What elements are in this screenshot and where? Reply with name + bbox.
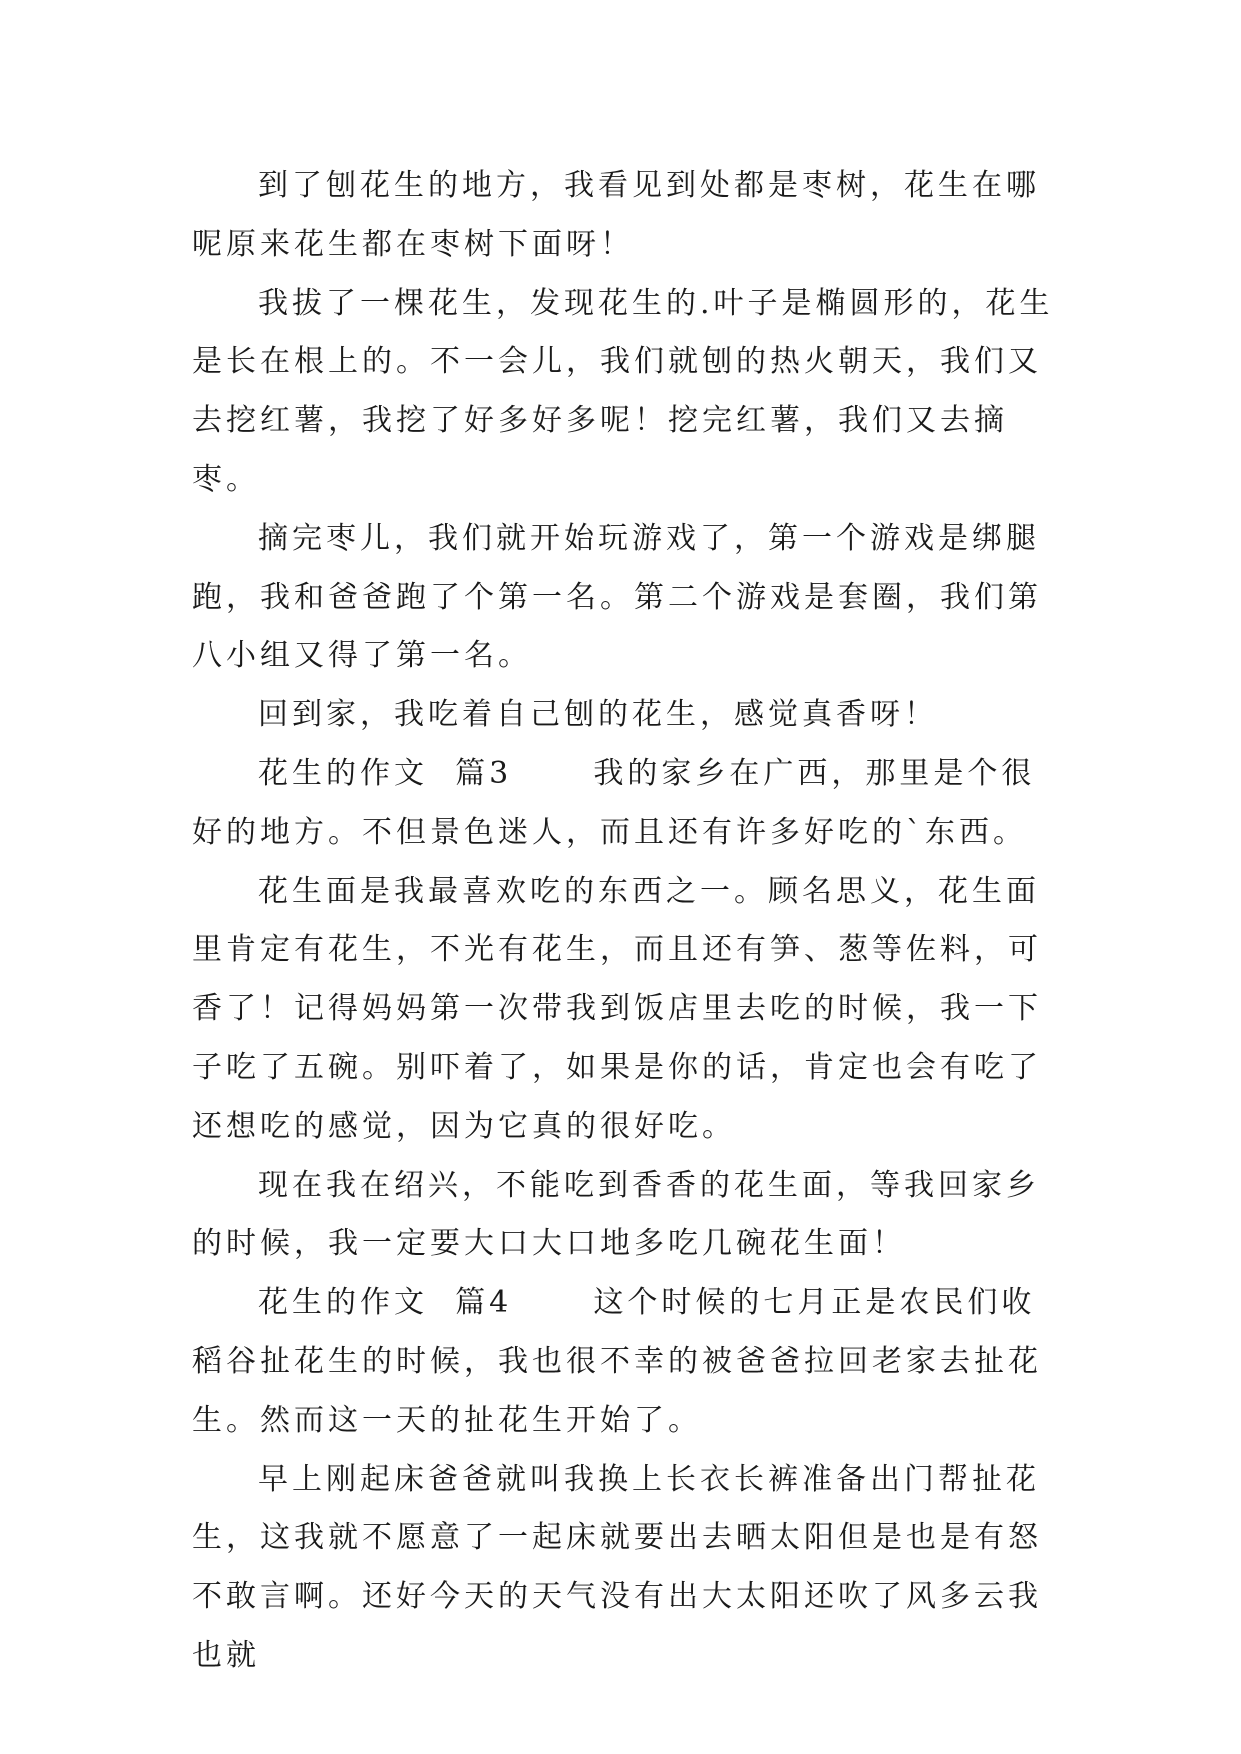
paragraph-5-section-heading: 花生的作文 篇3 我的家乡在广西，那里是个很好的地方。不但景色迷人，而且还有许多好吃的`东西。 — [192, 755, 1036, 850]
paragraph-4: 回到家，我吃着自己刨的花生，感觉真香呀！ — [258, 697, 938, 733]
paragraph-6: 花生面是我最喜欢吃的东西之一。顾名思义，花生面里肯定有花生，不光有花生，而且还有笋、葱等佐料，可香了！记得妈妈第一次带我到饭店里去吃的时候，我一下子吃了五碗。别吓着了，如果是你的话，肯定也会有吃了还想吃的感觉，因为它真的很好吃。 — [192, 873, 1042, 1144]
paragraph-7: 现在我在绍兴，不能吃到香香的花生面，等我回家乡的时候，我一定要大口大口地多吃几碗花生面！ — [192, 1167, 1040, 1262]
paragraph-9: 早上刚起床爸爸就叫我换上长衣长裤准备出门帮扯花生，这我就不愿意了一起床就要出去晒太阳但是也是有怒不敢言啊。还好今天的天气没有出大太阳还吹了风多云我也就 — [192, 1461, 1042, 1673]
document-body — [192, 157, 1062, 1686]
paragraph-3: 摘完枣儿，我们就开始玩游戏了，第一个游戏是绑腿跑，我和爸爸跑了个第一名。第二个游戏是套圈，我们第八小组又得了第一名。 — [192, 520, 1042, 674]
paragraph-2: 我拔了一棵花生，发现花生的.叶子是椭圆形的，花生是长在根上的。不一会儿，我们就刨的热火朝天，我们又去挖红薯，我挖了好多好多呢！挖完红薯，我们又去摘枣。 — [192, 285, 1054, 497]
paragraph-1: 到了刨花生的地方，我看见到处都是枣树，花生在哪呢原来花生都在枣树下面呀！ — [192, 168, 1040, 262]
paragraph-8-section-heading: 花生的作文 篇4 这个时候的七月正是农民们收稻谷扯花生的时候，我也很不幸的被爸爸拉回老家去扯花生。然而这一天的扯花生开始了。 — [192, 1285, 1042, 1438]
